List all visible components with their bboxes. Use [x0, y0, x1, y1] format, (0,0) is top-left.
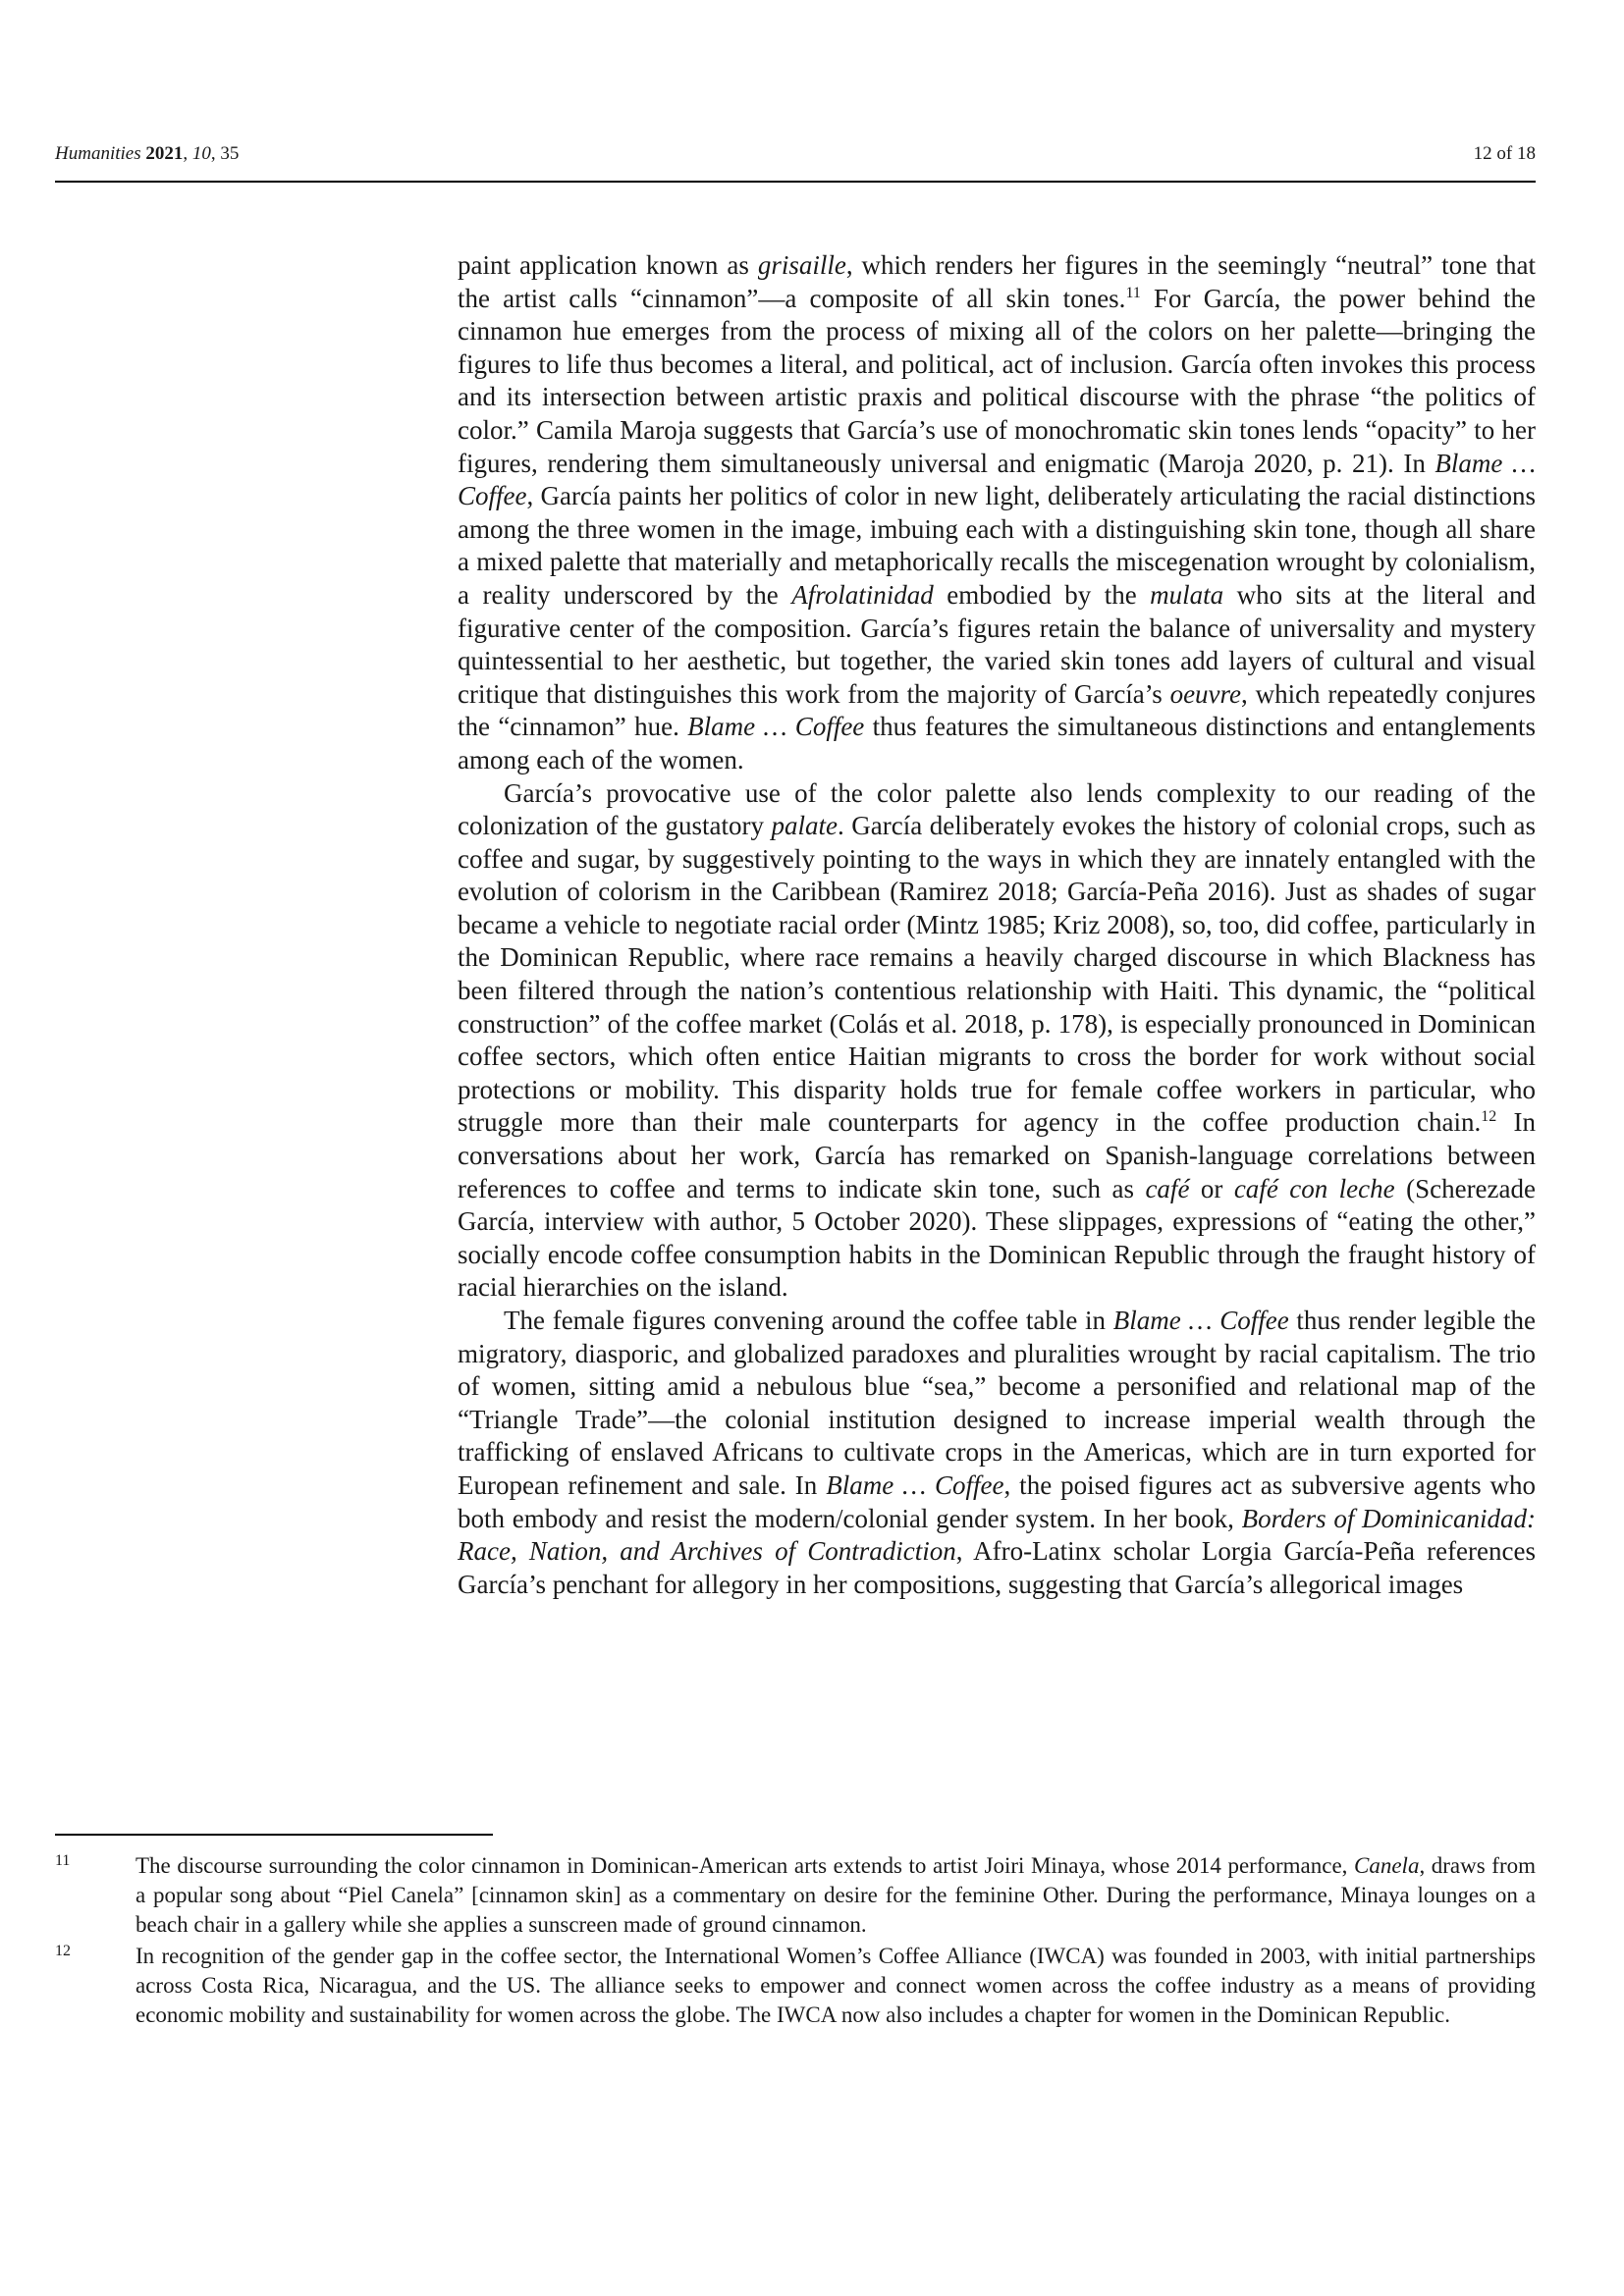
- text-run: or: [1189, 1173, 1234, 1203]
- italic-term: café con leche: [1233, 1173, 1395, 1203]
- journal-name: Humanities: [55, 143, 141, 164]
- paragraph-2: [458, 777, 1536, 1306]
- page-number: 12 of 18: [1473, 143, 1536, 164]
- body-text: [458, 249, 1536, 1601]
- text-run: In recognition of the gender gap in the coffee sector, the International Women’s Coffee Alliance (IWCA) was founded in 2003, with initial partnerships across Costa Rica, Nicaragua, and the US. The alliance seeks to empower and connect women across the coffee industry as a means of providing economic mobility and sustainability for women across the globe. The IWCA now also includes a chapter for women in the Dominican Republic.: [135, 1944, 1536, 2027]
- text-run: The female figures convening around the coffee table in: [504, 1306, 1113, 1335]
- footnote-number: 11: [55, 1852, 71, 1869]
- italic-title: Blame … Coffee: [826, 1469, 1004, 1500]
- article-number: 35: [220, 143, 240, 164]
- text-run: , the poised figures act as subversive agents who both embody and resist the modern/colonial gender system. In her book,: [458, 1469, 1536, 1533]
- text-run: García’s provocative use of the color palette also lends complexity to our reading of the colonization of the gustatory: [458, 777, 1536, 841]
- text-run: who sits at the literal and figurative center of the composition. García’s figures retain the balance of universality and mystery quintessential to her aesthetic, but together, the varied skin tones add layers of cultural and visual critique that distinguishes this work from the majority of García’s: [458, 579, 1536, 709]
- footnotes: [55, 1851, 1536, 2032]
- text-run: thus features the simultaneous distinctions and entanglements among each of the women.: [458, 712, 1536, 774]
- italic-term: palate: [771, 811, 839, 841]
- running-header: [55, 143, 1536, 183]
- text-run: , García paints her politics of color in new light, deliberately articulating the racial distinctions among the three women in the image, imbuing each with a distinguishing skin tone, though all share a mixed palette that materially and metaphorically recalls the miscegenation wrought by colonialism, a reality underscored by the: [458, 481, 1536, 610]
- text-run: embodied by the: [933, 579, 1151, 610]
- text-run: paint application known as: [458, 250, 758, 280]
- text-run: For García, the power behind the cinnamon hue emerges from the process of mixing all of the colors on her palette—bringing the figures to life thus becomes a literal, and political, act of inclusion. García often invokes this process and its intersection between artistic praxis and political discourse with the phrase “the politics of color.” Camila Maroja suggests that García’s use of monochromatic skin tones lends “opacity” to her figures, rendering them simultaneously universal and enigmatic (Maroja 2020, p. 21). In: [458, 283, 1536, 478]
- footnote-11: [55, 1851, 1536, 1940]
- text-run: . García deliberately evokes the history of colonial crops, such as coffee and sugar, by suggestively pointing to the ways in which they are innately entangled with the evolution of colorism in the Caribbean (Ramirez 2018; García-Peña 2016). Just as shades of sugar became a vehicle to negotiate racial order (Mintz 1985; Kriz 2008), so, too, did coffee, particularly in the Dominican Republic, where race remains a heavily charged discourse in which Blackness has been filtered through the nation’s contentious relationship with Haiti. This dynamic, the “political construction” of the coffee market (Colás et al. 2018, p. 178), is especially pronounced in Dominican coffee sectors, which often entice Haitian migrants to cross the border for work without social protections or mobility. This disparity holds true for female coffee workers in particular, who struggle more than their male counterparts for agency in the coffee production chain.: [458, 811, 1537, 1138]
- footnote-number: 12: [55, 1943, 71, 1959]
- footnote-divider: [55, 1834, 493, 1836]
- italic-title: Blame … Coffee: [687, 712, 865, 742]
- italic-term: oeuvre: [1169, 678, 1242, 709]
- text-run: , which repeatedly conjures the “cinnamon” hue.: [458, 678, 1536, 742]
- text-run: , draws from a popular song about “Piel Canela” [cinnamon skin] as a commentary on desire for the feminine Other. During the performance, Minaya lounges on a beach chair in a gallery while she applies a sunscreen made of ground cinnamon.: [135, 1853, 1536, 1937]
- italic-term: grisaille: [757, 250, 846, 280]
- italic-book-title: Borders of Dominicanidad: Race, Nation, and Archives of Contradiction: [458, 1503, 1536, 1567]
- journal-year: 2021: [145, 143, 184, 164]
- italic-term: café: [1145, 1173, 1190, 1203]
- paragraph-3: [458, 1305, 1536, 1601]
- italic-title: Canela: [1354, 1853, 1420, 1878]
- text-run: The discourse surrounding the color cinnamon in Dominican-American arts extends to artist Joiri Minaya, whose 2014 performance,: [135, 1853, 1354, 1878]
- italic-title: Blame … Coffee: [1112, 1306, 1289, 1335]
- text-run: thus render legible the migratory, diasporic, and globalized paradoxes and pluralities wrought by racial capitalism. The trio of women, sitting amid a nebulous blue “sea,” become a personified and relational map of the “Triangle Trade”—the colonial institution designed to increase imperial wealth through the trafficking of enslaved Africans to cultivate crops in the Americas, which are in turn exported for European refinement and sale. In: [458, 1306, 1536, 1500]
- footnote-12: [55, 1942, 1536, 2030]
- footnote-ref-11[interactable]: 11: [1125, 284, 1141, 301]
- text-run: , Afro-Latinx scholar Lorgia García-Peña references García’s penchant for allegory in her compositions, suggesting that García’s allegorical images: [458, 1536, 1536, 1599]
- italic-term: Afrolatinidad: [791, 579, 934, 610]
- journal-citation: Humanities 2021, 10, 35: [55, 143, 240, 164]
- journal-volume: 10: [191, 143, 211, 164]
- paragraph-1: [458, 249, 1536, 777]
- text-run: , which renders her figures in the seemingly “neutral” tone that the artist calls “cinnamon”—a composite of all skin tones.: [458, 250, 1537, 313]
- footnote-ref-12[interactable]: 12: [1481, 1108, 1497, 1126]
- text-run: (Scherezade García, interview with author, 5 October 2020). These slippages, expressions of “eating the other,” socially encode coffee consumption habits in the Dominican Republic through the fraught history of racial hierarchies on the island.: [458, 1173, 1536, 1303]
- italic-title: Blame … Coffee: [458, 448, 1537, 511]
- text-run: In conversations about her work, García has remarked on Spanish-language correlations between references to coffee and terms to indicate skin tone, such as: [458, 1107, 1536, 1203]
- italic-term: mulata: [1150, 579, 1224, 610]
